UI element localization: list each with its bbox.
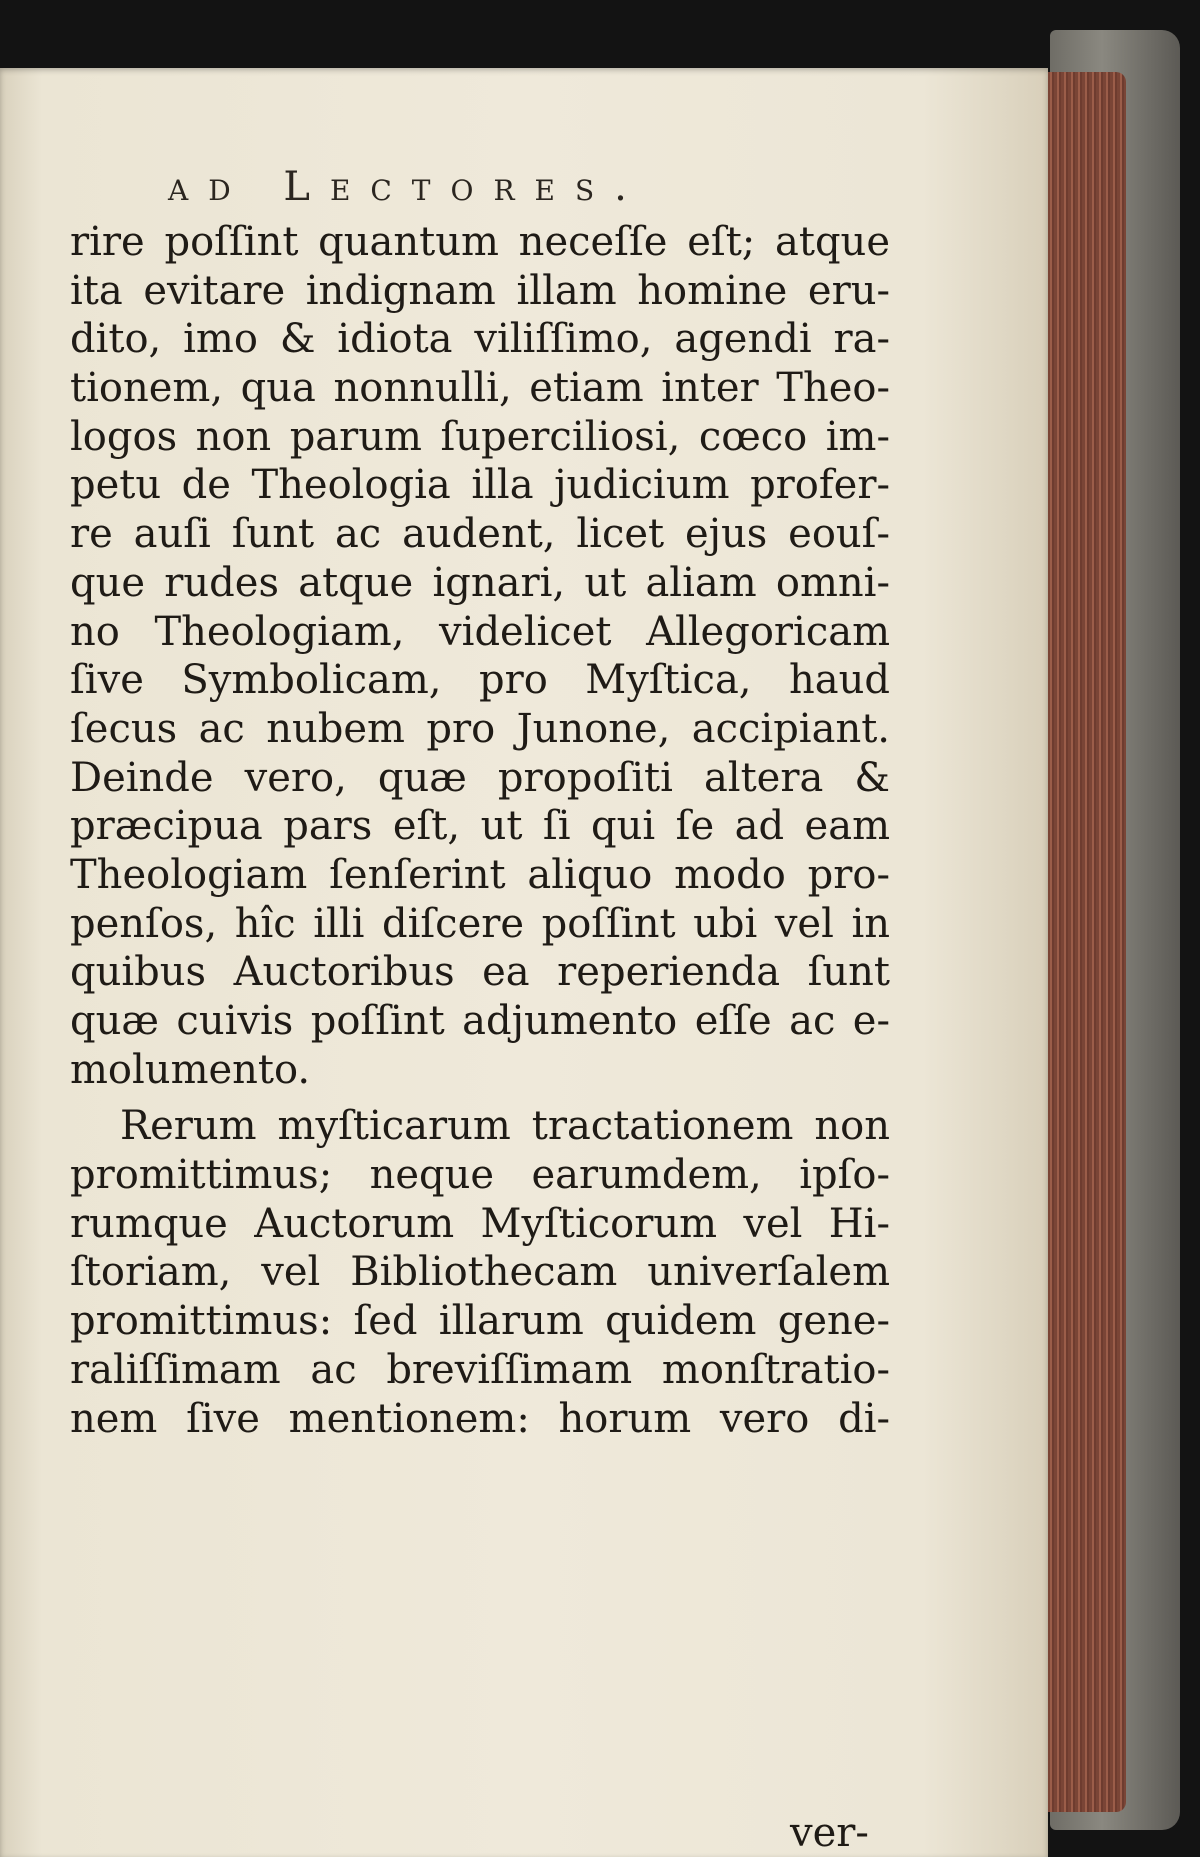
catchword: ver-	[790, 1810, 869, 1856]
text-line: rumque Auctorum Myſticorum vel Hi-	[70, 1200, 890, 1247]
text-line: dito, imo & idiota viliſſimo, agendi ra-	[70, 316, 890, 363]
text-line: Theologiam ſenſerint aliquo modo pro-	[70, 851, 890, 898]
text-line: promittimus: ſed illarum quidem gene-	[70, 1298, 890, 1345]
text-line: ſecus ac nubem pro Junone, accipiant.	[70, 705, 890, 752]
text-line: que rudes atque ignari, ut aliam omni-	[70, 559, 890, 606]
text-line: molumento.	[70, 1046, 311, 1093]
text-line: re auſi ſunt ac audent, licet ejus eouſ-	[70, 511, 890, 558]
text-line: logos non parum ſuperciliosi, cœco im-	[70, 413, 890, 460]
running-head: ad Lectores.	[168, 164, 647, 210]
text-line: ita evitare indignam illam homine eru-	[70, 267, 890, 314]
text-line: quibus Auctoribus ea reperienda ſunt	[70, 949, 890, 996]
text-line: nem ſive mentionem: horum vero di-	[70, 1395, 890, 1442]
text-line: petu de Theologia illa judicium profer-	[70, 462, 890, 509]
book-page	[0, 68, 1048, 1857]
text-line: præcipua pars eſt, ut ſi qui ſe ad eam	[70, 803, 890, 850]
text-block	[70, 218, 890, 1443]
page-edges	[1040, 72, 1126, 1812]
text-line: ſive Symbolicam, pro Myſtica, haud	[70, 657, 890, 704]
text-line: tionem, qua nonnulli, etiam inter Theo-	[70, 365, 890, 412]
text-line: Rerum myſticarum tractationem non	[120, 1103, 890, 1150]
text-line: no Theologiam, videlicet Allegoricam	[70, 608, 890, 655]
text-line: ſtoriam, vel Bibliothecam univerſalem	[70, 1249, 890, 1296]
text-line: quæ cuivis poſſint adjumento eſſe ac e-	[70, 998, 890, 1044]
text-line: raliſſimam ac breviſſimam monſtratio-	[70, 1346, 890, 1393]
text-line: rire poſſint quantum neceſſe eſt; atque	[70, 219, 890, 265]
text-line: penſos, hîc illi diſcere poſſint ubi vel in	[70, 900, 890, 947]
text-line: promittimus; neque earumdem, ipſo-	[70, 1152, 890, 1199]
text-line: Deinde vero, quæ propoſiti altera &	[70, 754, 890, 801]
